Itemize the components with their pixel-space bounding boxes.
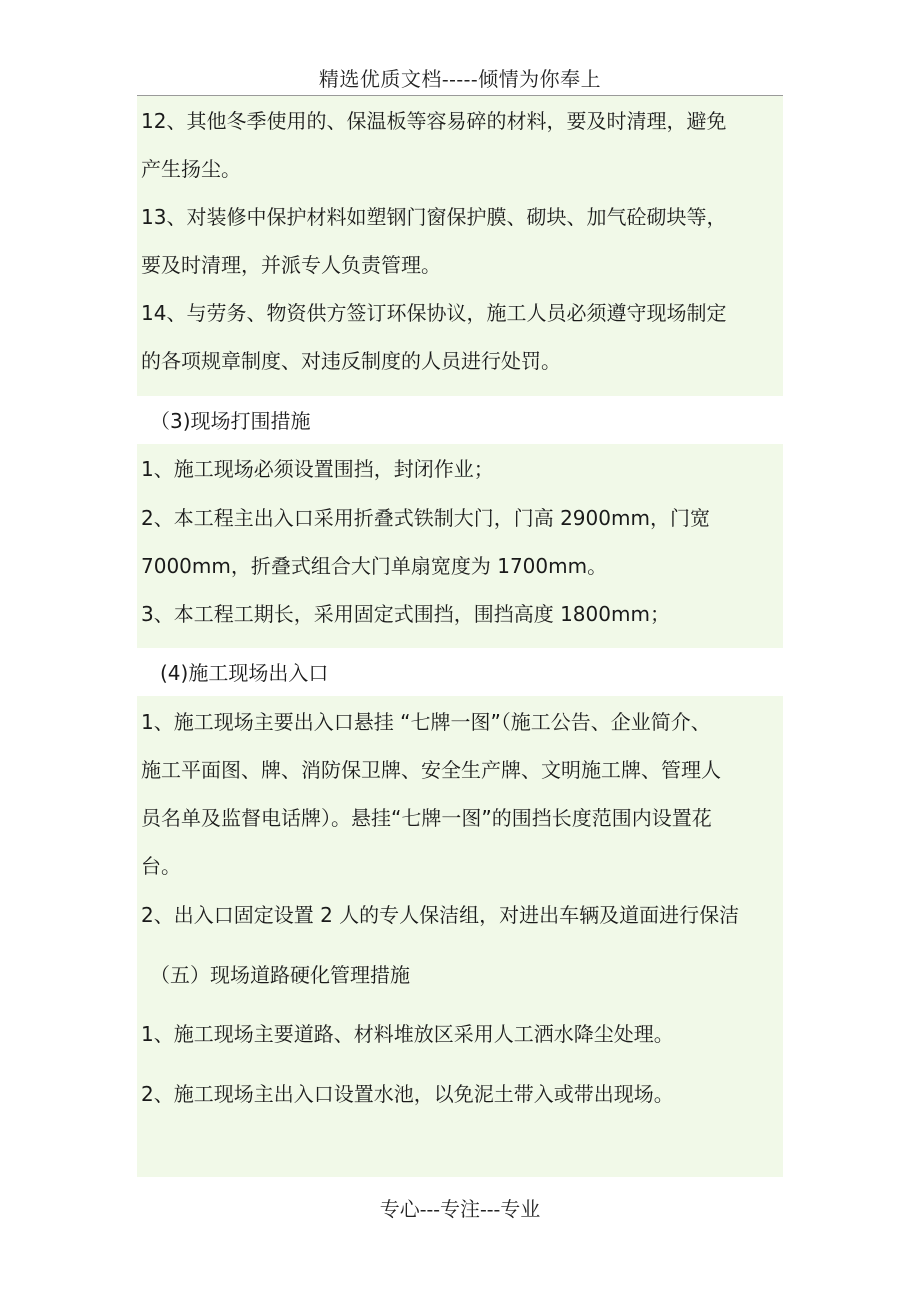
paragraph-line: 2、本工程主出入口采用折叠式铁制大门，门高 2900mm，门宽 <box>141 506 710 530</box>
paragraph-line: 施工平面图、牌、消防保卫牌、安全生产牌、文明施工牌、管理人 <box>141 758 721 782</box>
paragraph-line: 3、本工程工期长，采用固定式围挡，围挡高度 1800mm； <box>141 602 670 626</box>
paragraph-line: 台。 <box>141 854 181 878</box>
page-footer: 专心---专注---专业 <box>379 1197 541 1221</box>
paragraph-line: 2、施工现场主出入口设置水池，以免泥土带入或带出现场。 <box>141 1082 674 1106</box>
section-heading-5: （五）现场道路硬化管理措施 <box>150 963 410 987</box>
page-header: 精选优质文档-----倾情为你奉上 <box>318 67 602 91</box>
paragraph-line: 7000mm，折叠式组合大门单扇宽度为 1700mm。 <box>141 554 608 578</box>
paragraph-line: 员名单及监督电话牌）。悬挂“七牌一图”的围挡长度范围内设置花 <box>141 806 712 830</box>
paragraph-line: 1、施工现场必须设置围挡，封闭作业； <box>141 457 494 481</box>
paragraph-line: 14、与劳务、物资供方签订环保协议，施工人员必须遵守现场制定 <box>141 301 727 325</box>
paragraph-line: 要及时清理，并派专人负责管理。 <box>141 253 441 277</box>
paragraph-line: 1、施工现场主要出入口悬挂 “七牌一图”（施工公告、企业简介、 <box>141 710 711 734</box>
paragraph-line: 12、其他冬季使用的、保温板等容易碎的材料，要及时清理，避免 <box>141 109 727 133</box>
section-heading-3: （3)现场打围措施 <box>150 409 311 433</box>
paragraph-line: 1、施工现场主要道路、材料堆放区采用人工洒水降尘处理。 <box>141 1022 674 1046</box>
section-heading-4: (4)施工现场出入口 <box>160 661 329 685</box>
paragraph-line: 产生扬尘。 <box>141 157 241 181</box>
paragraph-line: 的各项规章制度、对违反制度的人员进行处罚。 <box>141 349 561 373</box>
paragraph-line: 2、出入口固定设置 2 人的专人保洁组，对进出车辆及道面进行保洁 <box>141 903 740 927</box>
paragraph-line: 13、对装修中保护材料如塑钢门窗保护膜、砌块、加气砼砌块等， <box>141 205 727 229</box>
